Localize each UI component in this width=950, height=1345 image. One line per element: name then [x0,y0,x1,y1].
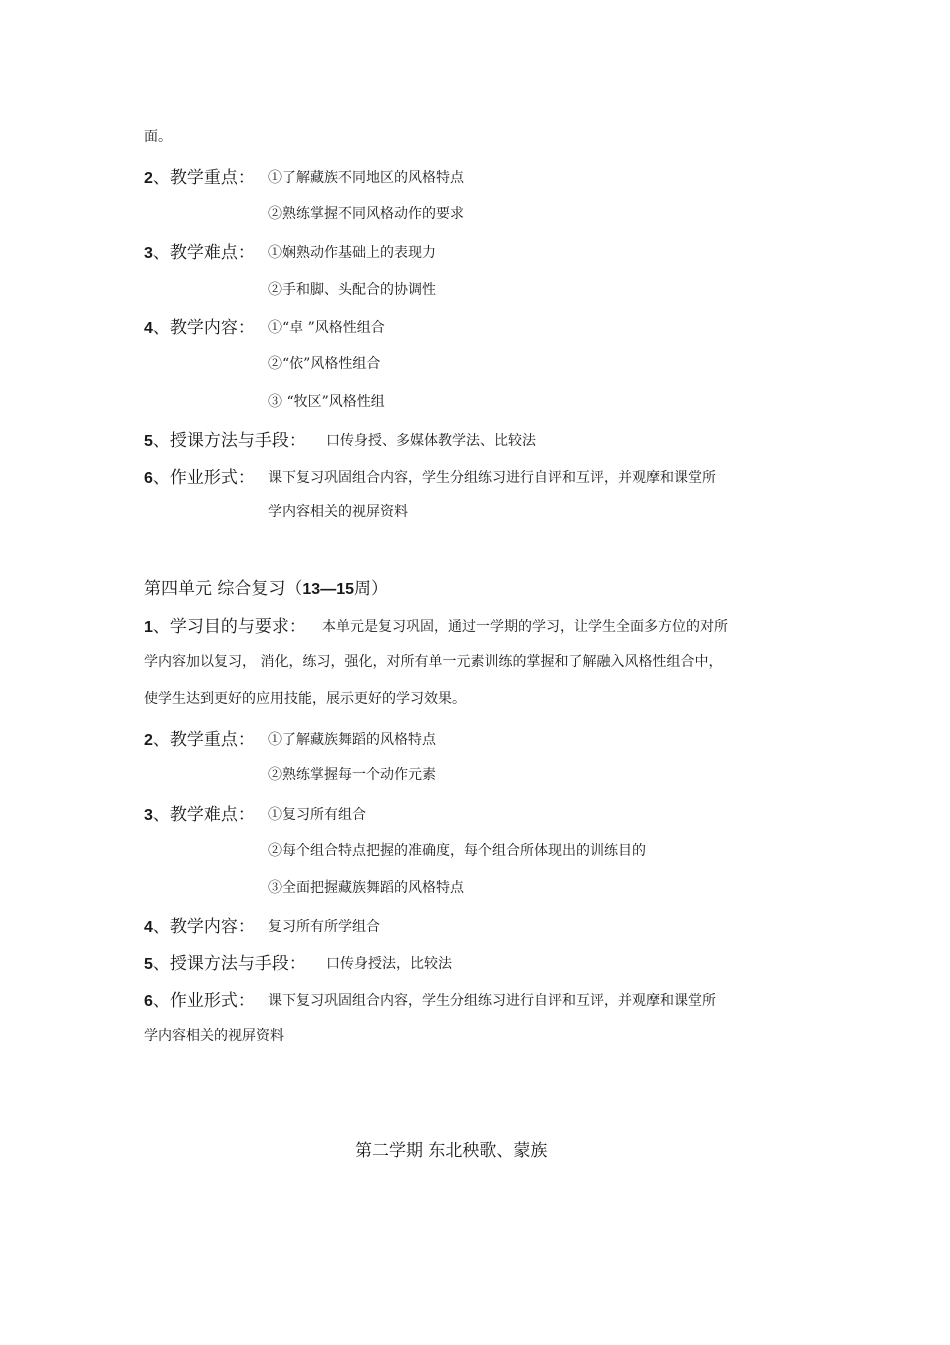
difficulties-heading [144,238,255,263]
difficulty-2: ②手和脚、头配合的协调性 [268,282,436,298]
content-heading [144,313,255,338]
item-label: 、教学内容： [152,917,255,937]
item-number: 5 [144,433,153,450]
item-label: 、教学内容： [152,318,255,338]
item-number: 2 [144,732,153,749]
goals-line-1: 本单元是复习巩固，通过一学期的学习，让学生全面多方位的对所 [322,619,728,635]
content-heading [144,912,255,937]
item-number: 3 [144,807,153,824]
item-number: 2 [144,170,153,187]
difficulty-1: ①复习所有组合 [268,807,366,823]
key-point-1: ①了解藏族舞蹈的风格特点 [268,732,436,748]
goals-heading [144,612,306,637]
content-item-1: ①“卓 ”风格性组合 [268,320,385,336]
item-number: 6 [144,470,153,487]
goals-line-3: 使学生达到更好的应用技能，展示更好的学习效果。 [144,691,466,707]
key-point-2: ②熟练掌握不同风格动作的要求 [268,206,464,222]
difficulties-heading [144,800,255,825]
item-label: 、作业形式： [152,991,255,1011]
item-label: 、作业形式： [152,468,255,488]
difficulty-2: ②每个组合特点把握的准确度，每个组合所体现出的训练目的 [268,843,646,859]
homework-line-1: 课下复习巩固组合内容，学生分组练习进行自评和互评，并观摩和课堂所 [268,470,716,486]
unit4-heading-prefix: 第四单元 综合复习（ [144,579,303,599]
item-label: 、教学重点： [152,168,255,188]
methods-heading [144,949,306,974]
methods-text: 口传身授法，比较法 [326,956,452,972]
item-number: 4 [144,320,153,337]
semester-heading: 第二学期 东北秧歌、蒙族 [355,1141,548,1161]
methods-heading [144,426,306,451]
continuation-text: 面。 [144,129,172,145]
item-number: 1 [144,619,153,636]
content-text: 复习所有所学组合 [268,919,380,935]
item-number: 3 [144,245,153,262]
item-label: 、教学难点： [152,243,255,263]
homework-line-1: 课下复习巩固组合内容，学生分组练习进行自评和互评，并观摩和课堂所 [268,993,716,1009]
item-label: 、授课方法与手段： [152,954,306,974]
homework-line-2: 学内容相关的视屏资料 [144,1028,284,1044]
key-points-heading [144,163,255,188]
item-number: 6 [144,993,153,1010]
key-points-heading [144,725,255,750]
difficulty-1: ①娴熟动作基础上的表现力 [268,245,436,261]
content-item-2: ②“依”风格性组合 [268,356,381,372]
item-label: 、授课方法与手段： [152,431,306,451]
item-number: 4 [144,919,153,936]
item-label: 、教学难点： [152,805,255,825]
difficulty-3: ③全面把握藏族舞蹈的风格特点 [268,880,464,896]
item-number: 5 [144,956,153,973]
methods-text: 口传身授、多媒体教学法、比较法 [326,433,536,449]
key-point-2: ②熟练掌握每一个动作元素 [268,767,436,783]
key-point-1: ①了解藏族不同地区的风格特点 [268,170,464,186]
homework-heading [144,463,255,488]
homework-line-2: 学内容相关的视屏资料 [268,504,408,520]
unit4-heading-suffix: 周） [354,579,388,599]
item-label: 、教学重点： [152,730,255,750]
item-label: 、学习目的与要求： [152,617,306,637]
homework-heading [144,986,255,1011]
goals-line-2: 学内容加以复习， 消化，练习，强化，对所有单一元素训练的掌握和了解融入风格性组合中， [144,654,723,670]
unit4-heading-weeks: 13—15 [302,581,354,598]
content-item-3: ③ “牧区”风格性组 [268,394,385,410]
unit4-heading [144,574,388,599]
